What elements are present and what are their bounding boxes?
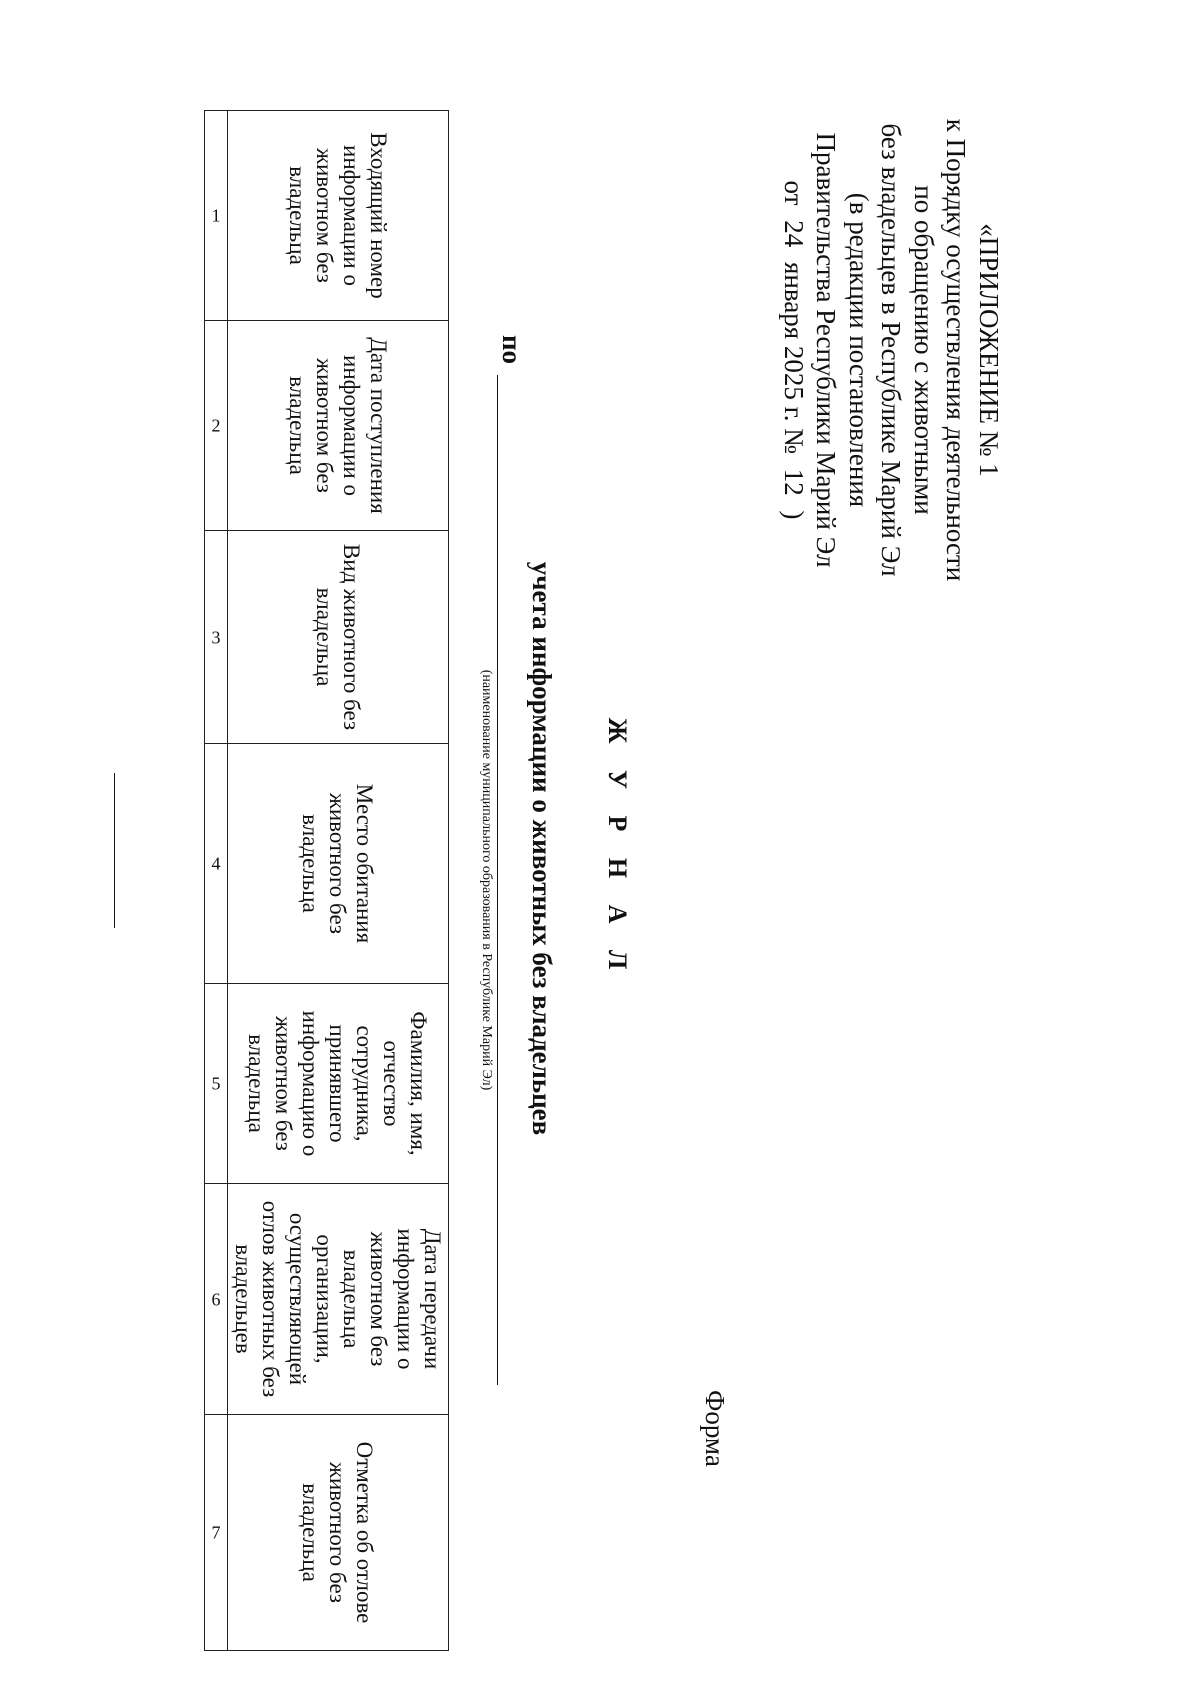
column-header: Дата поступления информации о животном без владельца bbox=[228, 321, 449, 531]
column-number-cell bbox=[205, 111, 228, 321]
date-number: 12 bbox=[779, 468, 809, 496]
column-number: 7 bbox=[211, 1522, 221, 1543]
table-number-row bbox=[205, 111, 228, 1651]
column-header: Вид животного без владельца bbox=[228, 531, 449, 744]
appendix-line: к Порядку осуществления деятельности bbox=[941, 118, 972, 582]
column-number: 3 bbox=[211, 627, 221, 647]
date-rest: января 2025 г. № bbox=[779, 262, 809, 454]
column-header: Входящий номер информации о животном без владельца bbox=[228, 111, 449, 321]
appendix-line: без владельцев в Республике Марий Эл bbox=[876, 123, 907, 577]
appendix-date-line bbox=[778, 115, 811, 585]
appendix-line: по обращению с животными bbox=[909, 185, 939, 515]
table-header-row bbox=[228, 111, 449, 1651]
column-number-cell bbox=[205, 984, 228, 1184]
column-header: Фамилия, имя, отчество сотрудника, принявшего информацию о животном без владельца bbox=[228, 984, 449, 1184]
column-header: Место обитания животного без владельца bbox=[228, 744, 449, 984]
form-label: Форма bbox=[700, 1390, 730, 1467]
appendix-line: Правительства Республики Марий Эл bbox=[811, 132, 842, 568]
po-label: по bbox=[497, 335, 527, 365]
column-number-cell bbox=[205, 1415, 228, 1651]
column-number-cell bbox=[205, 1184, 228, 1415]
column-number: 2 bbox=[211, 415, 221, 436]
date-prefix: от bbox=[779, 180, 809, 206]
column-number: 4 bbox=[211, 853, 221, 874]
column-header: Дата передачи информации о животном без владельца организации, осуществляющей отлов животных без владельцев bbox=[228, 1184, 449, 1415]
column-number-cell bbox=[205, 531, 228, 744]
column-number: 6 bbox=[211, 1289, 221, 1309]
municipality-hint: (наименование муниципального образования в Республике Марий Эл) bbox=[479, 669, 494, 1091]
journal-title: Ж У Р Н А Л bbox=[603, 717, 632, 980]
date-day: 24 bbox=[779, 220, 809, 248]
date-close: ) bbox=[779, 510, 809, 520]
appendix-line: (в редакции постановления bbox=[844, 192, 874, 508]
journal-subtitle: учета информации о животных без владельцев bbox=[527, 561, 557, 1136]
footer-divider bbox=[114, 773, 115, 928]
appendix-header bbox=[778, 115, 1006, 585]
column-number-cell bbox=[205, 744, 228, 984]
municipality-blank-line bbox=[497, 375, 498, 1385]
column-number: 5 bbox=[211, 1073, 221, 1094]
appendix-line: «ПРИЛОЖЕНИЕ № 1 bbox=[974, 223, 1004, 477]
column-header: Отметка об отлове животного без владельца bbox=[228, 1415, 449, 1651]
column-number-cell bbox=[205, 321, 228, 531]
journal-table bbox=[204, 110, 449, 1651]
column-number: 1 bbox=[211, 205, 221, 226]
